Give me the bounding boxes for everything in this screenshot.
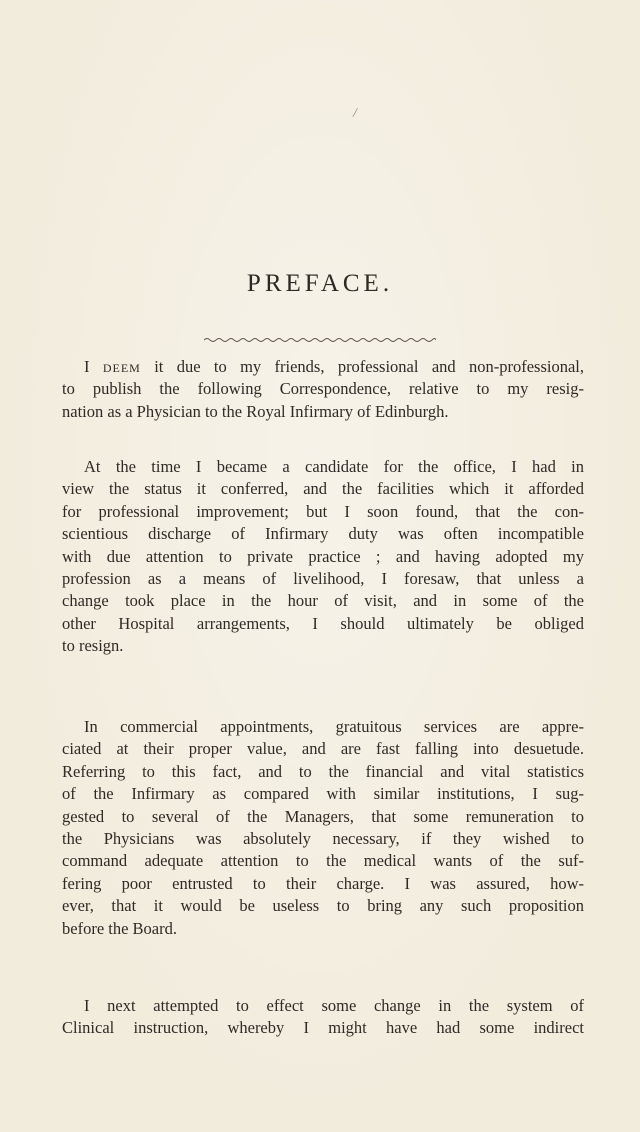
opening-word: I — [84, 357, 90, 376]
paragraph-line: gested to several of the Managers, that some remuneration to — [62, 806, 584, 826]
paragraph-line — [62, 356, 584, 378]
paragraph-line: ciated at their proper value, and are fast falling into desuetude. — [62, 739, 584, 759]
paragraph-line: of the Infirmary as compared with similar institutions, I sug- — [62, 784, 584, 804]
paragraph-line: other Hospital arrangements, I should ultimately be obliged — [62, 613, 584, 633]
paragraph-line: with due attention to private practice ; and having adopted my — [62, 546, 584, 566]
paragraph-line: for professional improvement; but I soon found, that the con- — [62, 501, 584, 521]
paragraph-line: the Physicians was absolutely necessary, if they wished to — [62, 829, 584, 849]
paragraph-line: I next attempted to effect some change in the system of — [84, 996, 584, 1015]
paragraph-line: scientious discharge of Infirmary duty was often incompatible — [62, 524, 584, 544]
page-mark: / — [351, 105, 359, 122]
paragraph-2 — [62, 456, 584, 658]
paragraph-line: fering poor entrusted to their charge. I was assured, how- — [62, 873, 584, 893]
paragraph-4 — [62, 995, 584, 1040]
paragraph-line: before the Board. — [62, 918, 177, 938]
paragraph-3 — [62, 716, 584, 940]
paragraph-line: change took place in the hour of visit, and in some of the — [62, 591, 584, 611]
paragraph-line: In commercial appointments, gratuitous services are appre- — [84, 717, 584, 736]
paragraph-line: nation as a Physician to the Royal Infirmary of Edinburgh. — [62, 401, 449, 421]
paragraph-line: At the time I became a candidate for the office, I had in — [84, 457, 584, 476]
paragraph-line: view the status it conferred, and the facilities which it afforded — [62, 479, 584, 499]
paragraph-line: to resign. — [62, 636, 124, 656]
ornamental-rule — [204, 336, 436, 344]
paragraph-line: Referring to this fact, and to the financial and vital statistics — [62, 761, 584, 781]
paragraph-line: profession as a means of livelihood, I foresaw, that unless a — [62, 569, 584, 589]
line-text: it due to my friends, professional and non-professional, — [140, 357, 585, 376]
opening-smallcaps: deem — [102, 357, 141, 376]
paragraph-1 — [62, 356, 584, 423]
paragraph-line: Clinical instruction, whereby I might have had some indirect — [62, 1018, 584, 1038]
paragraph-line: command adequate attention to the medical wants of the suf- — [62, 851, 584, 871]
page-title: PREFACE. — [246, 270, 394, 297]
paragraph-line: to publish the following Correspondence, relative to my resig- — [62, 379, 584, 399]
paragraph-line: ever, that it would be useless to bring any such proposition — [62, 896, 584, 916]
